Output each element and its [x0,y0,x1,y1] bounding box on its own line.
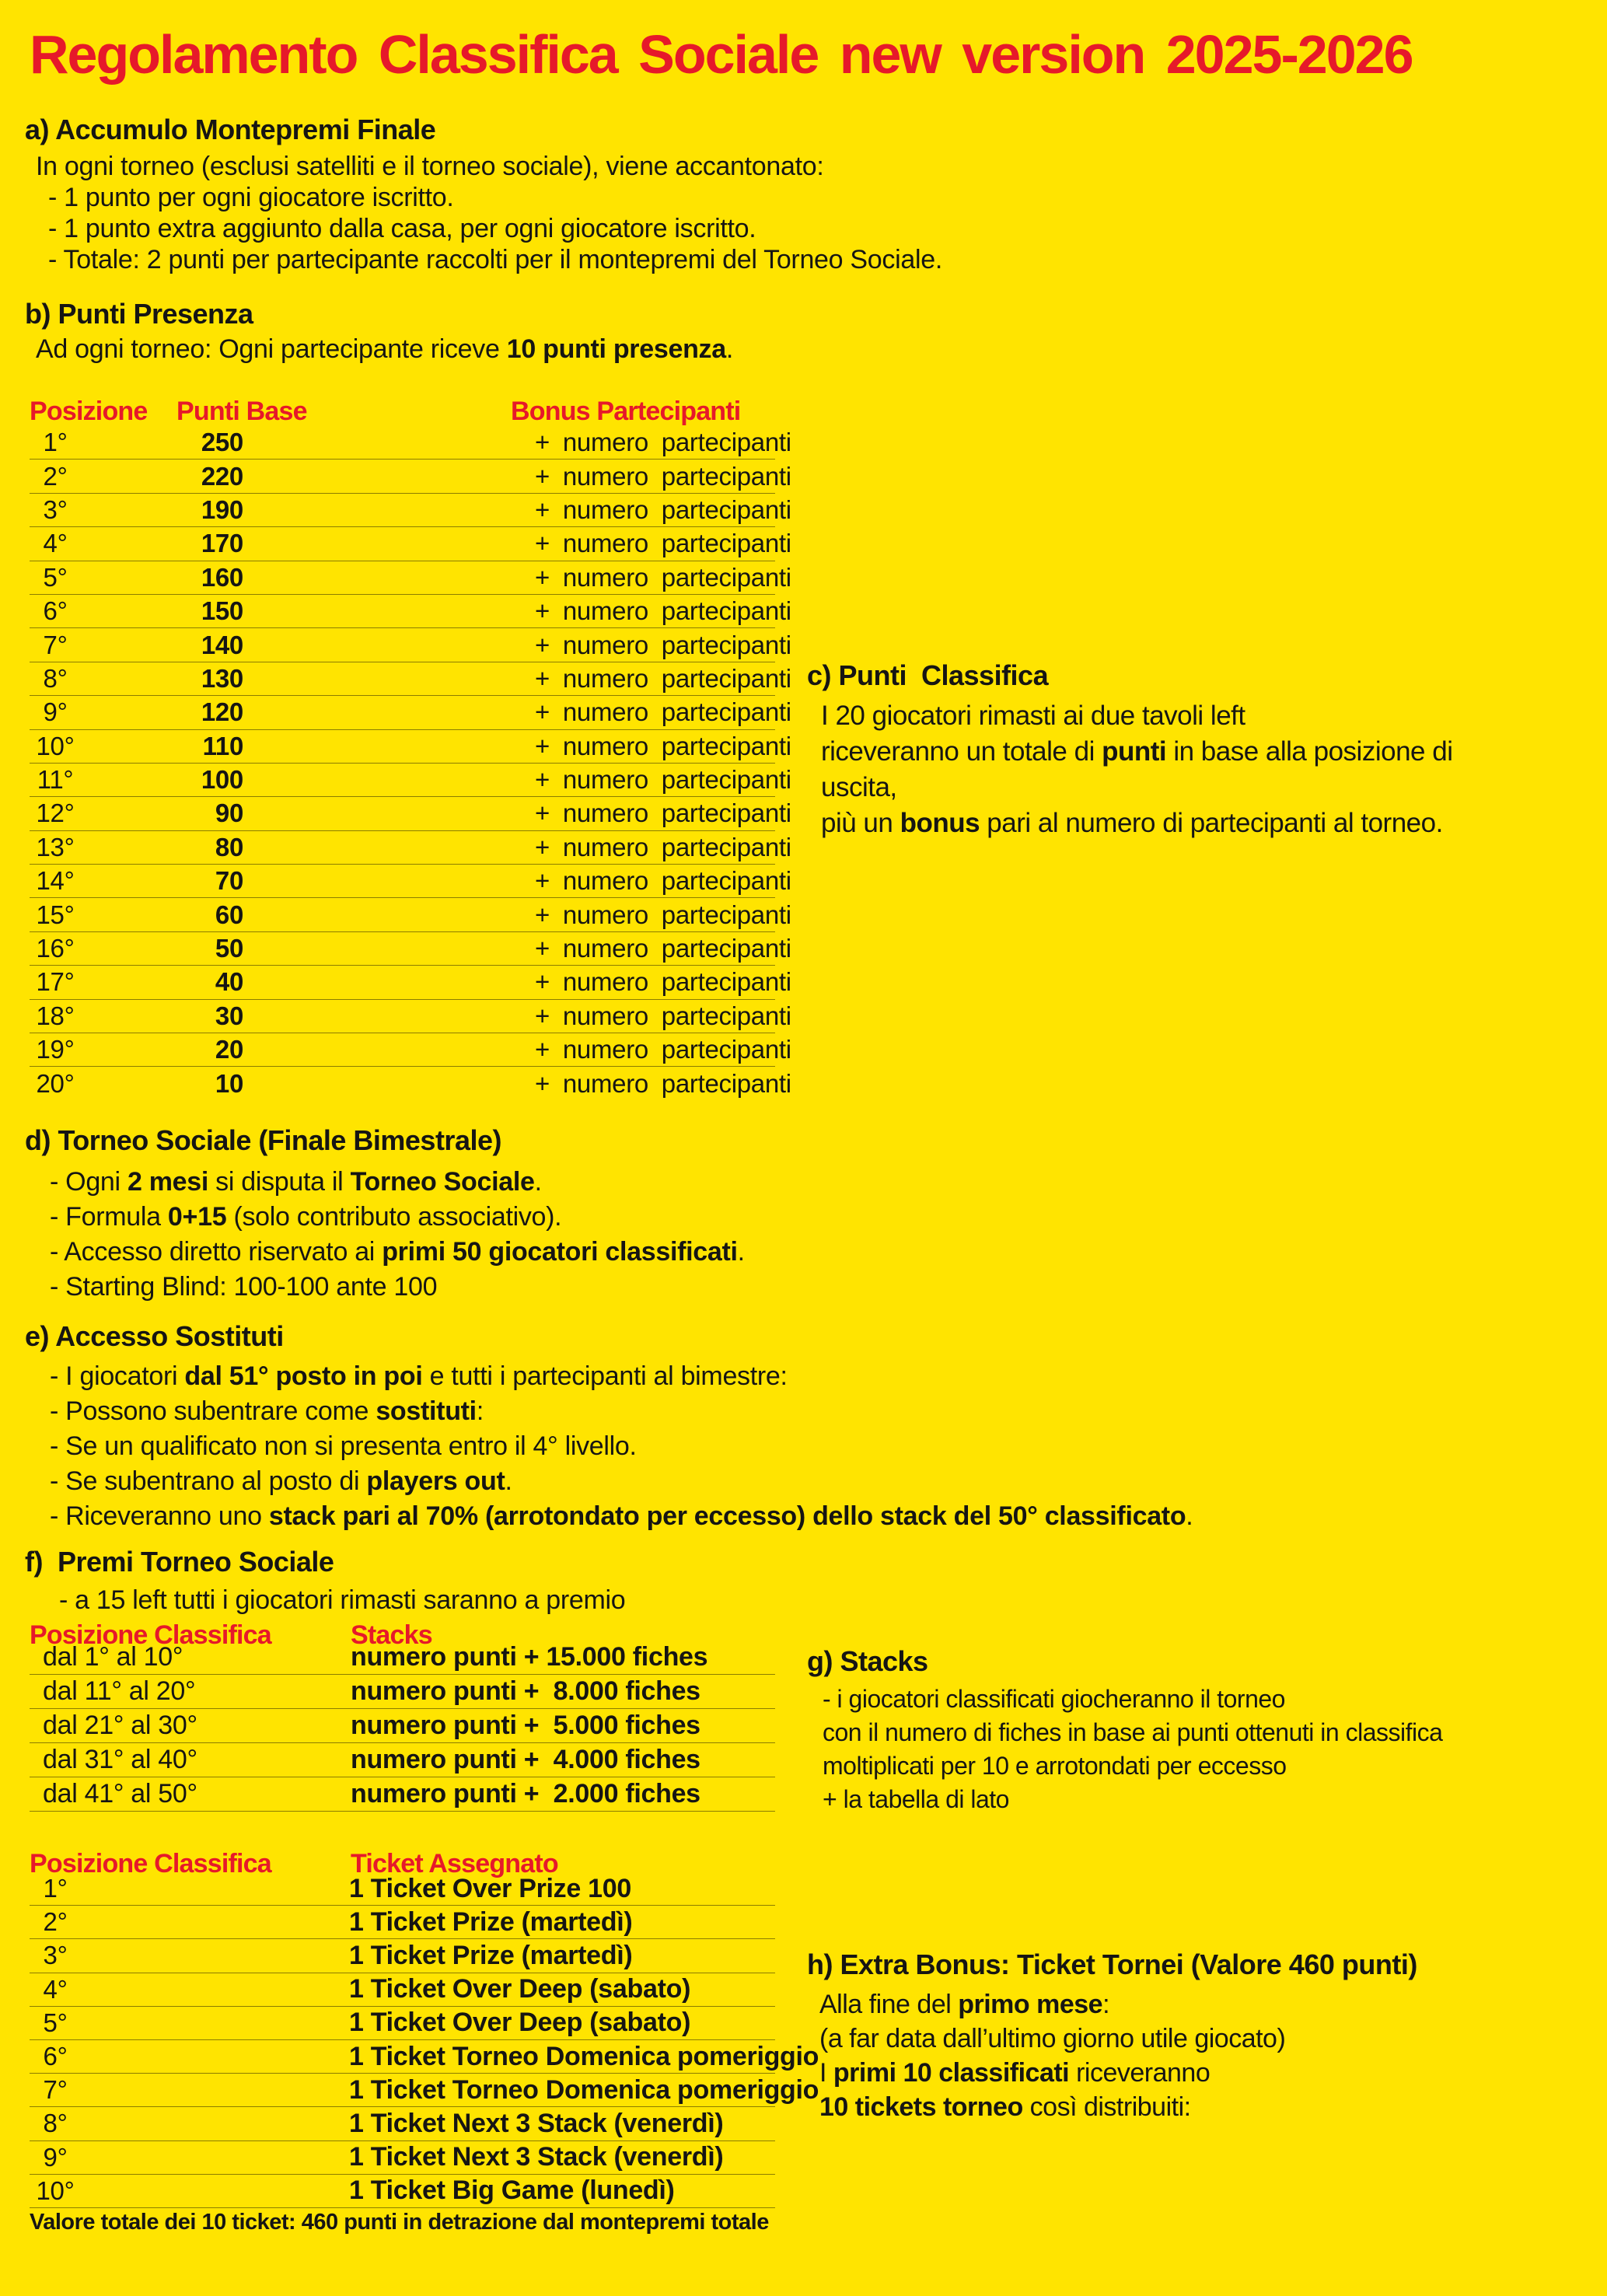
cell-position: 10° [36,2175,75,2205]
cell-position: 9° [43,2142,68,2172]
text-line: - i giocatori classificati giocheranno il torneo [823,1685,1285,1713]
stacks-table [30,1617,775,1812]
text-line: - Se un qualificato non si presenta entro il 4° livello. [50,1431,637,1461]
cell-base-points: 70 [215,866,243,896]
cell-base-points: 130 [201,663,243,693]
cell-bonus: + numero partecipanti [535,461,791,491]
text-line: - 1 punto per ogni giocatore iscritto. [48,183,454,212]
cell-bonus: + numero partecipanti [535,799,791,828]
points-table-row [30,426,791,460]
cell-position-range: dal 31° al 40° [43,1745,197,1774]
ticket-table [30,1846,819,2208]
cell-position: 7° [43,2075,68,2105]
column-header-posizione: Posizione [30,397,148,426]
cell-stack-value: numero punti + 4.000 fiches [351,1745,700,1774]
cell-ticket: 1 Ticket Prize (martedì) [349,1940,633,1970]
text-line: (a far data dall’ultimo giorno utile giocato) [819,2024,1286,2053]
section-heading: c) Punti Classifica [807,659,1049,691]
cell-bonus: + numero partecipanti [535,630,791,659]
cell-position: 5° [43,562,68,592]
cell-position: 19° [36,1035,75,1064]
section-heading: d) Torneo Sociale (Finale Bimestrale) [25,1124,501,1156]
cell-bonus: + numero partecipanti [535,967,791,997]
cell-position-range: dal 21° al 30° [43,1711,197,1740]
text-line: In ogni torneo (esclusi satelliti e il torneo sociale), viene accantonato: [36,152,824,181]
section-heading: f) Premi Torneo Sociale [25,1546,334,1578]
cell-ticket: 1 Ticket Torneo Domenica pomeriggio [349,2041,819,2071]
cell-position: 3° [43,494,68,524]
cell-bonus: + numero partecipanti [535,494,791,524]
cell-stack-value: numero punti + 2.000 fiches [351,1779,700,1808]
cell-bonus: + numero partecipanti [535,934,791,963]
cell-position: 14° [36,866,75,896]
column-header-punti-base: Punti Base [176,397,307,426]
section-punti-presenza [25,298,733,365]
stacks-table-body [30,1641,775,1812]
cell-stack-value: numero punti + 15.000 fiches [351,1642,708,1672]
cell-bonus: + numero partecipanti [535,663,791,693]
points-table-row [30,595,791,628]
cell-position-range: dal 1° al 10° [43,1642,183,1672]
text-line: - Ogni 2 mesi si disputa il Torneo Sociale. [50,1167,542,1197]
section-heading: e) Accesso Sostituti [25,1320,284,1352]
ticket-table-row [30,2040,819,2074]
cell-position: 6° [43,596,68,626]
cell-position: 17° [36,967,75,997]
cell-bonus: + numero partecipanti [535,562,791,592]
cell-bonus: + numero partecipanti [535,1001,791,1030]
cell-bonus: + numero partecipanti [535,1035,791,1064]
cell-bonus: + numero partecipanti [535,900,791,929]
stacks-table-row [30,1675,775,1709]
text-line: - 1 punto extra aggiunto dalla casa, per ogni giocatore iscritto. [48,214,756,243]
section-heading: h) Extra Bonus: Ticket Tornei (Valore 460 punti) [807,1948,1417,1980]
points-table-row [30,628,791,662]
cell-base-points: 60 [215,900,243,929]
text-line: - Possono subentrare come sostituti: [50,1396,484,1426]
column-header-ticket-assegnato: Ticket Assegnato [351,1849,558,1878]
points-table-row [30,966,791,999]
cell-position-range: dal 11° al 20° [43,1676,196,1706]
cell-position: 13° [36,832,75,861]
points-table-row [30,527,791,561]
cell-bonus: + numero partecipanti [535,529,791,558]
cell-base-points: 90 [215,799,243,828]
ticket-table-row [30,2141,775,2175]
cell-position-range: dal 41° al 50° [43,1779,197,1808]
points-table-row [30,932,791,966]
text-line: - I giocatori dal 51° posto in poi e tutti i partecipanti al bimestre: [50,1361,788,1391]
ticket-table-body [30,1872,819,2208]
points-table-body [30,426,791,1100]
cell-base-points: 190 [201,494,243,524]
cell-base-points: 30 [215,1001,243,1030]
points-table-row [30,1033,791,1067]
cell-ticket: 1 Ticket Big Game (lunedì) [349,2175,675,2206]
points-table-row [30,494,791,527]
points-table-row [30,898,791,931]
ticket-table-row [30,2107,775,2140]
points-table-row [30,730,791,764]
cell-base-points: 150 [201,596,243,626]
column-header-posizione-classifica: Posizione Classifica [30,1620,271,1650]
text-line: riceveranno un totale di punti in base alla posizione di [821,736,1453,767]
points-table-header [30,393,775,426]
points-table-row [30,764,791,797]
cell-bonus: + numero partecipanti [535,428,791,457]
ticket-table-row [30,2175,775,2208]
cell-position: 8° [43,2109,68,2138]
cell-base-points: 20 [215,1035,243,1064]
points-table-row [30,865,791,898]
ticket-table-row [30,1973,775,2007]
cell-position: 20° [36,1068,75,1098]
section-heading: g) Stacks [807,1645,928,1677]
points-table-row [30,460,791,493]
cell-ticket: 1 Ticket Next 3 Stack (venerdì) [349,2142,724,2172]
cell-position: 2° [43,1907,68,1937]
footer-total-note: Valore totale dei 10 ticket: 460 punti in detrazione dal montepremi totale [30,2210,769,2235]
text-line: Ad ogni torneo: Ogni partecipante riceve 10 punti presenza. [36,334,733,364]
section-accumulo-montepremi [25,114,942,275]
text-line: 10 tickets torneo così distribuiti: [819,2092,1191,2122]
cell-position: 4° [43,1974,68,2004]
points-table-row [30,797,791,830]
text-line: - Starting Blind: 100-100 ante 100 [50,1272,438,1302]
section-punti-classifica [807,659,1452,841]
cell-position: 12° [36,799,75,828]
cell-bonus: + numero partecipanti [535,832,791,861]
cell-ticket: 1 Ticket Torneo Domenica pomeriggio [349,2074,819,2105]
cell-position: 5° [43,2008,68,2037]
cell-position: 15° [36,900,75,929]
ticket-table-row [30,1939,775,1973]
text-line: - Formula 0+15 (solo contributo associativo). [50,1202,562,1232]
column-header-bonus-partecipanti: Bonus Partecipanti [511,397,741,426]
cell-ticket: 1 Ticket Prize (martedì) [349,1906,633,1937]
cell-position: 16° [36,934,75,963]
points-table-row [30,1000,791,1033]
ticket-table-row [30,2074,819,2107]
cell-stack-value: numero punti + 8.000 fiches [351,1676,700,1706]
cell-bonus: + numero partecipanti [535,697,791,727]
cell-base-points: 160 [201,562,243,592]
cell-base-points: 100 [201,765,243,795]
cell-bonus: + numero partecipanti [535,765,791,795]
section-heading: b) Punti Presenza [25,298,253,330]
ticket-table-row [30,1906,775,1939]
stacks-table-row [30,1709,775,1743]
page-title: Regolamento Classifica Sociale new version 2025-2026 [30,24,1413,85]
cell-position: 3° [43,1941,68,1970]
column-header-stacks: Stacks [351,1620,432,1650]
stacks-table-row [30,1777,775,1812]
cell-position: 2° [43,461,68,491]
cell-position: 4° [43,529,68,558]
points-table-row [30,831,791,865]
cell-bonus: + numero partecipanti [535,731,791,760]
text-line: - Accesso diretto riservato ai primi 50 giocatori classificati. [50,1237,745,1267]
cell-position: 6° [43,2042,68,2071]
cell-bonus: + numero partecipanti [535,866,791,896]
cell-base-points: 120 [201,697,243,727]
cell-base-points: 40 [215,967,243,997]
points-table-row [30,662,791,696]
stacks-table-header [30,1617,775,1650]
cell-position: 8° [43,663,68,693]
cell-bonus: + numero partecipanti [535,1068,791,1098]
points-table-row [30,561,791,595]
cell-base-points: 220 [201,461,243,491]
cell-position: 1° [43,1874,68,1903]
points-table [30,393,791,1100]
section-extra-bonus [807,1948,1417,2124]
cell-position: 7° [43,630,68,659]
text-line: moltiplicati per 10 e arrotondati per eccesso [823,1752,1287,1780]
cell-base-points: 10 [215,1068,243,1098]
cell-base-points: 250 [201,428,243,457]
cell-base-points: 110 [202,731,243,760]
section-premi-torneo-sociale [25,1546,625,1618]
cell-position: 9° [43,697,68,727]
ticket-table-row [30,2007,775,2040]
text-line: con il numero di fiches in base ai punti ottenuti in classifica [823,1718,1443,1746]
cell-base-points: 140 [201,630,243,659]
text-line: più un bonus pari al numero di partecipanti al torneo. [821,808,1443,838]
text-line: - Totale: 2 punti per partecipante raccolti per il montepremi del Torneo Sociale. [48,245,942,274]
cell-stack-value: numero punti + 5.000 fiches [351,1711,700,1740]
text-line: - Riceveranno uno stack pari al 70% (arrotondato per eccesso) dello stack del 50° classificato. [50,1501,1193,1531]
cell-bonus: + numero partecipanti [535,596,791,626]
text-line: I 20 giocatori rimasti ai due tavoli left [821,701,1245,731]
cell-base-points: 170 [201,529,243,558]
cell-position: 18° [36,1001,75,1030]
points-table-row [30,696,791,729]
text-line: + la tabella di lato [823,1785,1009,1813]
text-line: I primi 10 classificati riceveranno [819,2058,1210,2088]
cell-position: 11° [37,765,74,795]
section-stacks [807,1645,1442,1816]
text-line: - Se subentrano al posto di players out. [50,1466,512,1496]
cell-position: 10° [36,731,75,760]
points-table-row [30,1067,791,1099]
section-torneo-sociale [25,1124,745,1305]
stacks-table-row [30,1743,775,1777]
text-line: - a 15 left tutti i giocatori rimasti saranno a premio [59,1585,626,1615]
cell-position: 1° [43,428,68,457]
cell-ticket: 1 Ticket Over Deep (sabato) [349,1974,691,2004]
ticket-table-header [30,1846,775,1878]
cell-base-points: 80 [215,832,243,861]
text-line: Alla fine del primo mese: [819,1990,1110,2019]
section-accesso-sostituti [25,1320,1193,1534]
text-line: uscita, [821,772,897,802]
cell-base-points: 50 [215,934,243,963]
cell-ticket: 1 Ticket Over Deep (sabato) [349,2008,691,2038]
cell-ticket: 1 Ticket Over Prize 100 [349,1873,631,1903]
section-heading: a) Accumulo Montepremi Finale [25,114,436,145]
column-header-posizione-classifica: Posizione Classifica [30,1849,271,1878]
cell-ticket: 1 Ticket Next 3 Stack (venerdì) [349,2108,724,2138]
